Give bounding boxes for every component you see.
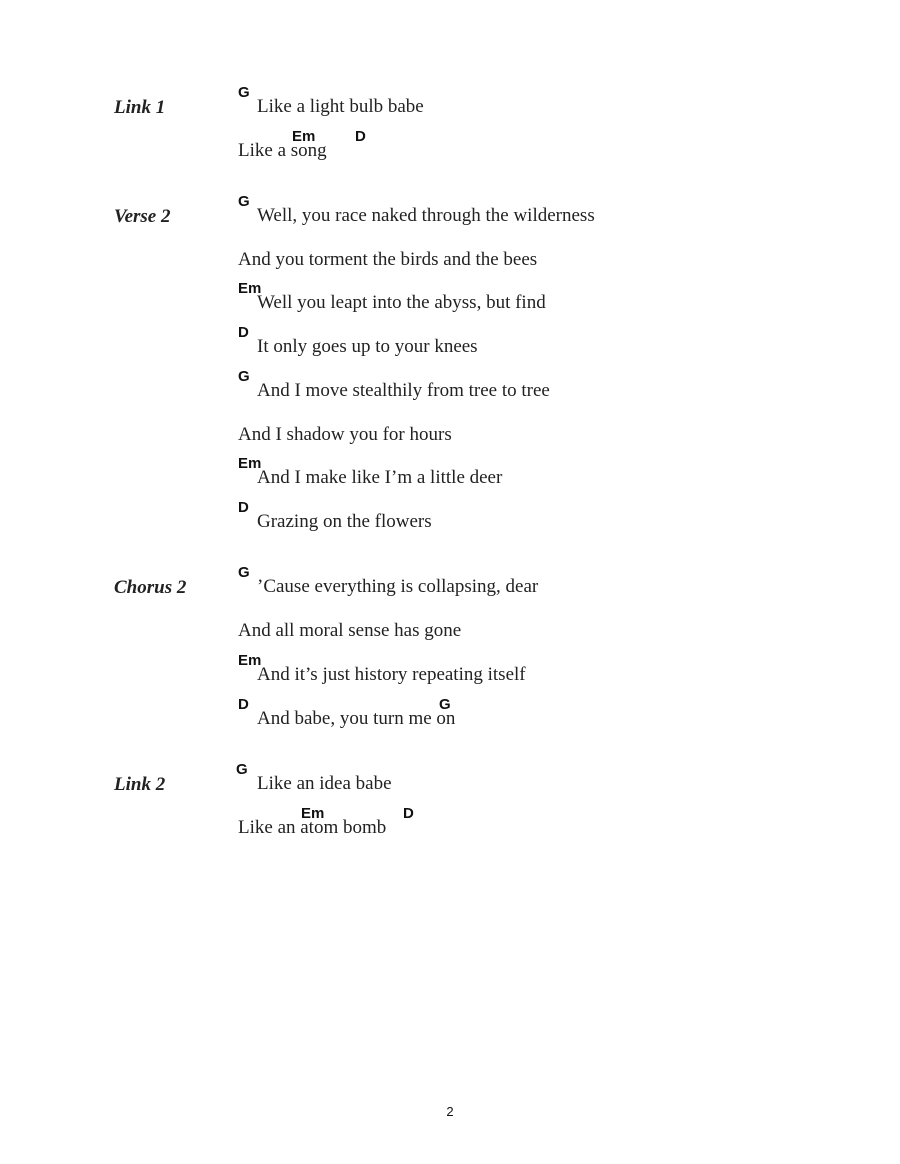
lyric-line — [0, 652, 900, 692]
chord-label: Em — [301, 805, 325, 822]
chord-label: G — [439, 696, 451, 713]
lyric-line — [0, 280, 900, 320]
chord-label: D — [238, 499, 249, 516]
lyric-text: Like an idea babe — [257, 773, 392, 794]
lyric-text: ’Cause everything is collapsing, dear — [257, 576, 539, 597]
lyric-text: And I move stealthily from tree to tree — [257, 380, 550, 401]
chord-label: D — [238, 324, 249, 341]
lyric-text: It only goes up to your knees — [257, 336, 478, 357]
lyric-line — [0, 368, 900, 408]
lyric-line — [0, 805, 900, 845]
lyric-text: And babe, you turn me on — [257, 708, 456, 729]
section-label-chorus-2: Chorus 2 — [114, 577, 187, 598]
page-number: 2 — [446, 1104, 454, 1119]
lyric-line — [0, 696, 900, 736]
section-label-link-2: Link 2 — [114, 774, 166, 795]
lyric-text: And I make like I’m a little deer — [257, 467, 503, 488]
lyric-line — [0, 761, 900, 801]
chord-label: G — [238, 84, 250, 101]
chord-label: Em — [238, 652, 262, 669]
chord-label: Em — [238, 280, 262, 297]
chord-label: G — [238, 564, 250, 581]
chord-label: D — [355, 128, 366, 145]
chord-label: G — [236, 761, 248, 778]
lyric-line — [0, 608, 900, 648]
lyric-text: Well you leapt into the abyss, but find — [257, 292, 546, 313]
lyric-line — [0, 324, 900, 364]
lyric-text: Well, you race naked through the wilderness — [257, 205, 595, 226]
lyric-line — [0, 455, 900, 495]
lyric-text: And I shadow you for hours — [238, 424, 452, 445]
lyric-text: Like an atom bomb — [238, 817, 387, 838]
lyric-line — [0, 564, 900, 604]
lyric-text: And it’s just history repeating itself — [257, 664, 526, 685]
lyric-line — [0, 84, 900, 124]
lyric-text: And you torment the birds and the bees — [238, 249, 538, 270]
chord-label: Em — [238, 455, 262, 472]
lyric-text: And all moral sense has gone — [238, 620, 462, 641]
chord-label: D — [403, 805, 414, 822]
chord-label: D — [238, 696, 249, 713]
lyric-line — [0, 499, 900, 539]
chord-label: G — [238, 368, 250, 385]
lyric-text: Grazing on the flowers — [257, 511, 432, 532]
lyric-line — [0, 128, 900, 168]
lyric-line — [0, 237, 900, 277]
section-label-link-1: Link 1 — [114, 97, 166, 118]
section-label-verse-2: Verse 2 — [114, 206, 171, 227]
lyric-line — [0, 412, 900, 452]
lyric-text: Like a light bulb babe — [257, 96, 424, 117]
lyric-text: Like a song — [238, 140, 327, 161]
chord-label: G — [238, 193, 250, 210]
lyric-line — [0, 193, 900, 233]
chord-label: Em — [292, 128, 316, 145]
